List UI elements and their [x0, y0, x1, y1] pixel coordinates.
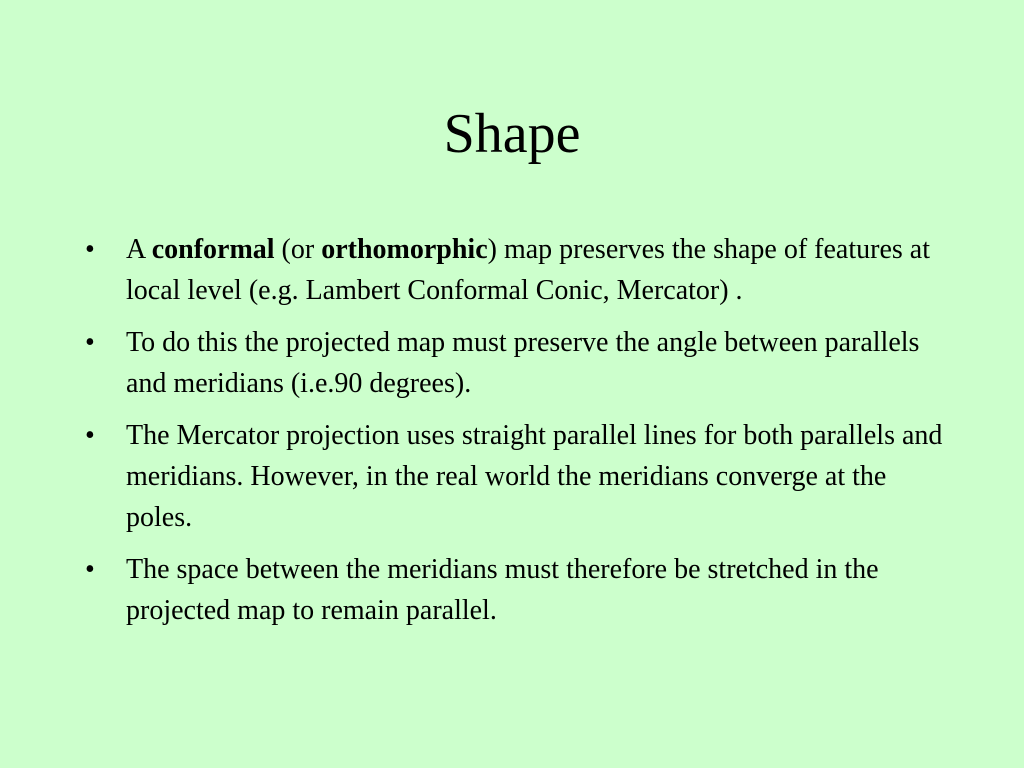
bullet-text: The Mercator projection uses straight parallel lines for both parallels and meridians. However, in the real world the meridians converge at the poles. — [126, 420, 943, 533]
bullet-icon: • — [85, 420, 95, 451]
bullet-item-conformal — [85, 229, 945, 311]
term-orthomorphic: orthomorphic — [321, 234, 488, 265]
bullet-text-segment: ) map preserves the shape of features at local level (e.g. Lambert Conformal Conic, Mercator) . — [126, 234, 930, 306]
bullet-item-mercator — [85, 415, 945, 538]
term-conformal: conformal — [151, 234, 275, 265]
bullet-text: To do this the projected map must preserve the angle between parallels and meridians (i.e.90 degrees). — [126, 327, 920, 399]
bullet-icon: • — [85, 327, 95, 358]
bullet-text-segment: (or — [274, 234, 322, 265]
bullet-text-segment: A — [126, 234, 152, 265]
bullet-item-stretch — [85, 549, 945, 631]
bullet-icon: • — [85, 234, 95, 265]
slide-title: Shape — [443, 103, 581, 165]
bullet-list — [85, 229, 945, 642]
bullet-text: The space between the meridians must therefore be stretched in the projected map to remain parallel. — [126, 554, 879, 626]
bullet-icon: • — [85, 554, 95, 585]
bullet-item-angle — [85, 322, 945, 404]
